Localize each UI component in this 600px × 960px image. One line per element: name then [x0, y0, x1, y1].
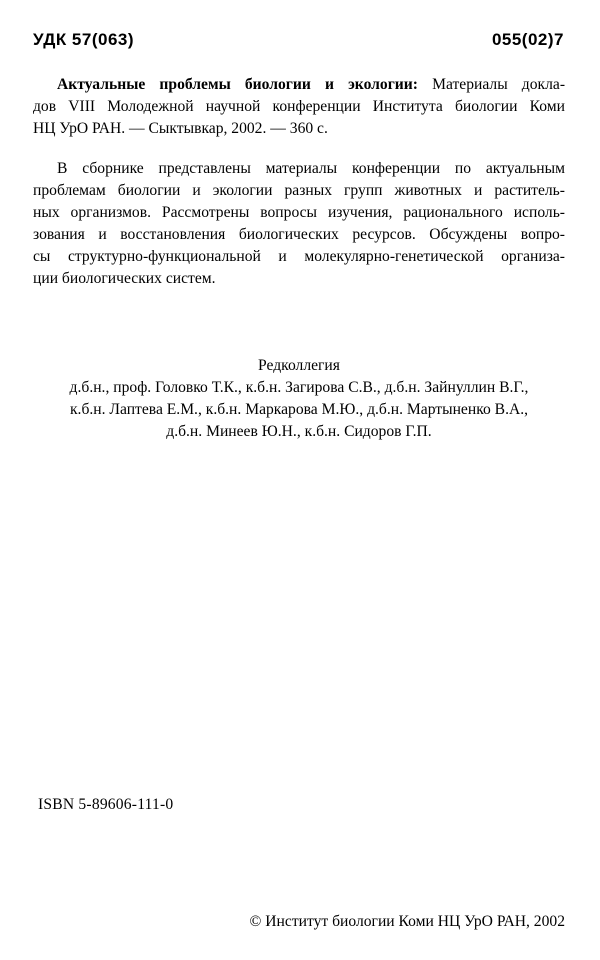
- abstract-line: ных организмов. Рассмотрены вопросы изучения, рационального исполь-: [33, 204, 565, 221]
- abstract-line: зования и восстановления биологических ресурсов. Обсуждены вопро-: [33, 226, 565, 243]
- bbk-code: 055(02)7: [491, 30, 564, 49]
- abstract-line: проблемам биологии и экологии разных групп животных и раститель-: [33, 182, 565, 199]
- citation-line-1: [33, 74, 565, 96]
- citation-title: Актуальные проблемы биологии и экологии:: [57, 76, 418, 93]
- citation-line-2: дов VIII Молодежной научной конференции Института биологии Коми: [33, 98, 565, 115]
- udk-code: УДК 57(063): [33, 30, 135, 49]
- citation-line-3: НЦ УрО РАН. — Сыктывкар, 2002. — 360 с.: [33, 120, 328, 137]
- editorial-board-line: д.б.н., проф. Головко Т.К., к.б.н. Загирова С.В., д.б.н. Зайнуллин В.Г.,: [69, 379, 529, 396]
- editorial-board-line: д.б.н. Минеев Ю.Н., к.б.н. Сидоров Г.П.: [166, 423, 432, 440]
- abstract-line: сы структурно-функциональной и молекулярно-генетической организа-: [33, 248, 565, 265]
- editorial-board: [33, 355, 565, 443]
- abstract-line: ции биологических систем.: [33, 270, 216, 287]
- isbn: ISBN 5-89606-111-0: [38, 796, 174, 813]
- abstract-line: В сборнике представлены материалы конференции по актуальным: [57, 160, 565, 177]
- copyright-notice: © Институт биологии Коми НЦ УрО РАН, 2002: [249, 913, 565, 930]
- citation-line-1-rest: Материалы докла-: [417, 76, 566, 93]
- abstract: [33, 158, 565, 290]
- editorial-board-line: к.б.н. Лаптева Е.М., к.б.н. Маркарова М.Ю., д.б.н. Мартыненко В.А.,: [69, 401, 529, 418]
- bibliographic-citation: [33, 74, 565, 140]
- editorial-board-heading: Редколлегия: [258, 357, 340, 374]
